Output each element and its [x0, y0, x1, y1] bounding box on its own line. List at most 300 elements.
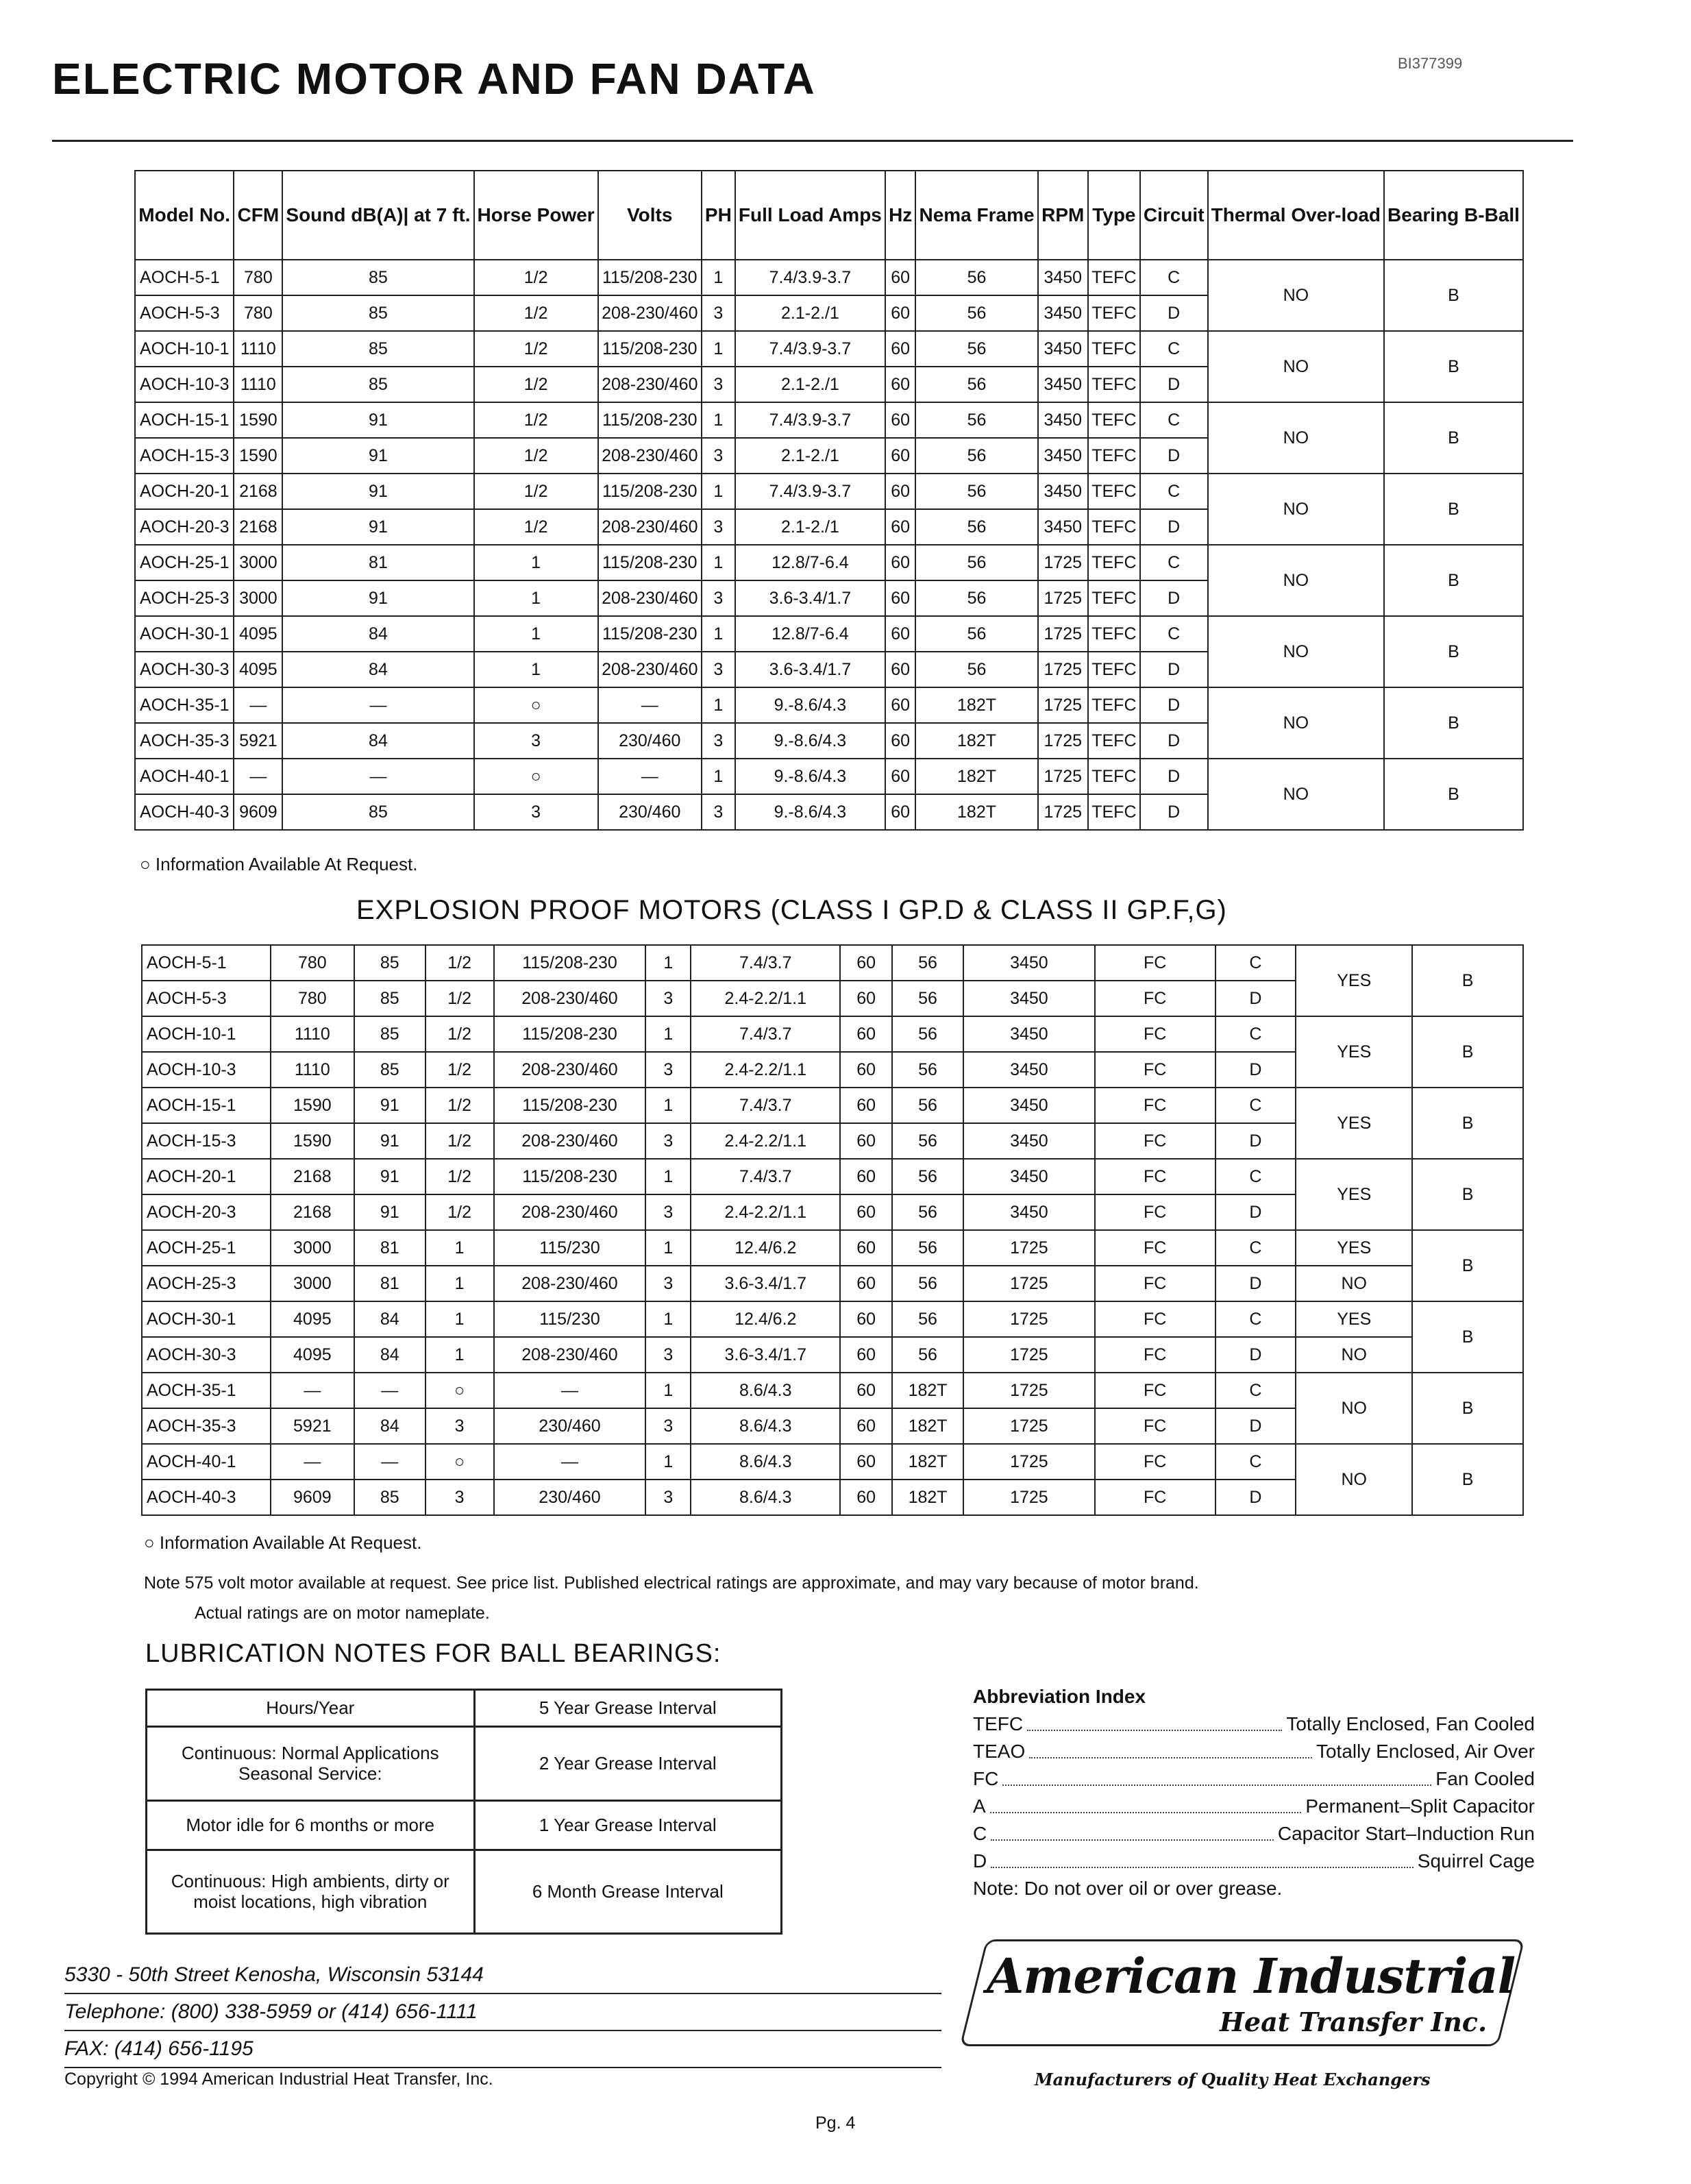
circuit-cell: C — [1140, 545, 1208, 580]
abbr-value: Squirrel Cage — [1417, 1850, 1535, 1872]
volts-cell: 115/208-230 — [494, 1088, 646, 1123]
type-cell: TEFC — [1088, 509, 1140, 545]
frame-cell: 56 — [892, 1301, 963, 1337]
abbr-value: Capacitor Start–Induction Run — [1277, 1823, 1535, 1844]
sound-cell: 85 — [354, 981, 425, 1016]
cfm-cell: 3000 — [271, 1230, 354, 1266]
model-cell: AOCH-5-1 — [142, 945, 271, 981]
thermal-overload-cell: NO — [1208, 331, 1384, 402]
table-row — [135, 402, 1523, 438]
volts-cell: 230/460 — [494, 1480, 646, 1515]
thermal-overload-cell: YES — [1296, 1159, 1412, 1230]
sound-cell: 91 — [282, 402, 473, 438]
bearing-cell: B — [1384, 331, 1523, 402]
frame-cell: 56 — [892, 1194, 963, 1230]
amps-cell: 2.4-2.2/1.1 — [691, 1052, 840, 1088]
lube-interval: 5 Year Grease Interval — [474, 1690, 781, 1727]
model-cell: AOCH-40-1 — [142, 1444, 271, 1480]
phase-cell: 1 — [702, 759, 735, 794]
bearing-cell: B — [1384, 616, 1523, 687]
model-cell: AOCH-5-3 — [142, 981, 271, 1016]
bearing-cell: B — [1412, 1088, 1523, 1159]
column-header: Circuit — [1140, 171, 1208, 260]
table-row — [142, 1088, 1523, 1123]
column-header: Sound dB(A)| at 7 ft. — [282, 171, 473, 260]
rpm-cell: 1725 — [963, 1373, 1095, 1408]
electrical-note — [144, 1568, 1535, 1628]
type-cell: FC — [1095, 1230, 1215, 1266]
rpm-cell: 3450 — [963, 1194, 1095, 1230]
horsepower-cell: 1/2 — [425, 1159, 494, 1194]
explosion-proof-title: EXPLOSION PROOF MOTORS (CLASS I GP.D & CLASS II GP.F,G) — [356, 895, 1227, 925]
rpm-cell: 3450 — [1038, 402, 1088, 438]
amps-cell: 8.6/4.3 — [691, 1444, 840, 1480]
sound-cell: 85 — [282, 295, 473, 331]
cfm-cell: 4095 — [271, 1337, 354, 1373]
hz-cell: 60 — [885, 794, 916, 830]
sound-cell: 85 — [282, 331, 473, 367]
leader-dots — [1002, 1765, 1431, 1786]
table-row — [142, 1444, 1523, 1480]
phase-cell: 1 — [702, 260, 735, 295]
frame-cell: 56 — [892, 1337, 963, 1373]
phase-cell: 3 — [702, 652, 735, 687]
abbreviation-item — [973, 1738, 1535, 1765]
bearing-cell: B — [1384, 759, 1523, 830]
frame-cell: 56 — [892, 1266, 963, 1301]
circuit-cell: D — [1140, 687, 1208, 723]
rpm-cell: 1725 — [1038, 759, 1088, 794]
abbreviation-title: Abbreviation Index — [973, 1686, 1146, 1707]
phase-cell: 3 — [645, 1266, 691, 1301]
circuit-cell: D — [1140, 652, 1208, 687]
frame-cell: 182T — [892, 1444, 963, 1480]
circuit-cell: D — [1140, 723, 1208, 759]
column-header: Model No. — [135, 171, 234, 260]
phase-cell: 3 — [702, 509, 735, 545]
circuit-cell: D — [1215, 1408, 1296, 1444]
hz-cell: 60 — [885, 759, 916, 794]
circuit-cell: C — [1215, 1016, 1296, 1052]
frame-cell: 56 — [892, 1016, 963, 1052]
lube-condition: Continuous: Normal Applications Seasonal Service: — [147, 1727, 475, 1801]
phase-cell: 3 — [645, 1408, 691, 1444]
hz-cell: 60 — [840, 1052, 892, 1088]
horsepower-cell: 1/2 — [425, 1194, 494, 1230]
volts-cell: 230/460 — [598, 794, 702, 830]
sound-cell: 81 — [282, 545, 473, 580]
cfm-cell: 1110 — [234, 367, 282, 402]
cfm-cell: — — [234, 687, 282, 723]
frame-cell: 56 — [892, 1088, 963, 1123]
bearing-cell: B — [1412, 1159, 1523, 1230]
frame-cell: 56 — [892, 1052, 963, 1088]
frame-cell: 182T — [915, 794, 1037, 830]
rpm-cell: 1725 — [1038, 794, 1088, 830]
hz-cell: 60 — [885, 260, 916, 295]
lube-row — [147, 1690, 782, 1727]
model-cell: AOCH-5-3 — [135, 295, 234, 331]
hz-cell: 60 — [885, 687, 916, 723]
rpm-cell: 3450 — [963, 1088, 1095, 1123]
thermal-overload-cell: NO — [1296, 1337, 1412, 1373]
horsepower-cell: 1/2 — [474, 367, 598, 402]
sound-cell: 91 — [282, 438, 473, 474]
phase-cell: 1 — [645, 945, 691, 981]
volts-cell: 208-230/460 — [494, 981, 646, 1016]
volts-cell: 208-230/460 — [598, 438, 702, 474]
phase-cell: 1 — [702, 687, 735, 723]
company-address-block — [64, 1957, 941, 2068]
rpm-cell: 3450 — [1038, 474, 1088, 509]
hz-cell: 60 — [840, 1301, 892, 1337]
volts-cell: 115/208-230 — [494, 1159, 646, 1194]
model-cell: AOCH-5-1 — [135, 260, 234, 295]
type-cell: TEFC — [1088, 367, 1140, 402]
type-cell: TEFC — [1088, 438, 1140, 474]
amps-cell: 12.4/6.2 — [691, 1301, 840, 1337]
amps-cell: 12.8/7-6.4 — [735, 545, 885, 580]
volts-cell: — — [494, 1444, 646, 1480]
street-address: 5330 - 50th Street Kenosha, Wisconsin 53144 — [64, 1957, 941, 1994]
rpm-cell: 1725 — [963, 1301, 1095, 1337]
abbreviation-item — [973, 1710, 1535, 1738]
sound-cell: 91 — [354, 1123, 425, 1159]
volts-cell: 230/460 — [598, 723, 702, 759]
bearing-cell: B — [1384, 545, 1523, 616]
amps-cell: 12.4/6.2 — [691, 1230, 840, 1266]
rpm-cell: 1725 — [963, 1266, 1095, 1301]
amps-cell: 2.1-2./1 — [735, 295, 885, 331]
type-cell: TEFC — [1088, 260, 1140, 295]
volts-cell: 208-230/460 — [494, 1123, 646, 1159]
frame-cell: 182T — [892, 1373, 963, 1408]
cfm-cell: 1590 — [271, 1123, 354, 1159]
volts-cell: 208-230/460 — [598, 367, 702, 402]
sound-cell: 84 — [282, 723, 473, 759]
model-cell: AOCH-25-3 — [142, 1266, 271, 1301]
type-cell: TEFC — [1088, 616, 1140, 652]
type-cell: TEFC — [1088, 545, 1140, 580]
amps-cell: 3.6-3.4/1.7 — [735, 580, 885, 616]
thermal-overload-cell: NO — [1296, 1266, 1412, 1301]
sound-cell: 85 — [282, 794, 473, 830]
bearing-cell: B — [1384, 260, 1523, 331]
amps-cell: 8.6/4.3 — [691, 1480, 840, 1515]
circuit-cell: C — [1215, 1444, 1296, 1480]
copyright: Copyright © 1994 American Industrial Heat Transfer, Inc. — [64, 2070, 493, 2089]
leader-dots — [991, 1848, 1414, 1868]
bearing-cell: B — [1384, 402, 1523, 474]
type-cell: TEFC — [1088, 759, 1140, 794]
model-cell: AOCH-35-3 — [142, 1408, 271, 1444]
amps-cell: 3.6-3.4/1.7 — [691, 1337, 840, 1373]
model-cell: AOCH-20-3 — [135, 509, 234, 545]
horsepower-cell: 1 — [425, 1266, 494, 1301]
lube-condition: Motor idle for 6 months or more — [147, 1801, 475, 1850]
circuit-cell: C — [1215, 1088, 1296, 1123]
sound-cell: 85 — [354, 945, 425, 981]
phase-cell: 3 — [645, 1194, 691, 1230]
cfm-cell: 1590 — [234, 438, 282, 474]
amps-cell: 7.4/3.9-3.7 — [735, 260, 885, 295]
frame-cell: 56 — [915, 331, 1037, 367]
hz-cell: 60 — [840, 1230, 892, 1266]
sound-cell: 91 — [354, 1194, 425, 1230]
thermal-overload-cell: NO — [1208, 474, 1384, 545]
volts-cell: 115/208-230 — [598, 474, 702, 509]
rpm-cell: 1725 — [1038, 652, 1088, 687]
company-tagline: Manufacturers of Quality Heat Exchangers — [1035, 2070, 1431, 2089]
thermal-overload-cell: NO — [1296, 1444, 1412, 1515]
rpm-cell: 1725 — [963, 1337, 1095, 1373]
hz-cell: 60 — [885, 723, 916, 759]
type-cell: FC — [1095, 1444, 1215, 1480]
table-row — [142, 1266, 1523, 1301]
hz-cell: 60 — [885, 331, 916, 367]
sound-cell: 91 — [282, 509, 473, 545]
horsepower-cell: 1/2 — [474, 331, 598, 367]
volts-cell: 115/208-230 — [598, 545, 702, 580]
horsepower-cell: ○ — [425, 1444, 494, 1480]
thermal-overload-cell: NO — [1208, 260, 1384, 331]
sound-cell: 85 — [282, 367, 473, 402]
horsepower-cell: 1 — [425, 1230, 494, 1266]
model-cell: AOCH-30-3 — [142, 1337, 271, 1373]
abbr-key: TEFC — [973, 1713, 1024, 1734]
cfm-cell: 1110 — [271, 1016, 354, 1052]
table-row — [142, 945, 1523, 981]
column-header: Bearing B-Ball — [1384, 171, 1523, 260]
sound-cell: 91 — [354, 1159, 425, 1194]
table-row — [142, 1016, 1523, 1052]
volts-cell: 115/230 — [494, 1230, 646, 1266]
rpm-cell: 3450 — [1038, 295, 1088, 331]
type-cell: TEFC — [1088, 402, 1140, 438]
frame-cell: 56 — [915, 367, 1037, 402]
circuit-cell: D — [1215, 1480, 1296, 1515]
amps-cell: 2.1-2./1 — [735, 438, 885, 474]
column-header: Type — [1088, 171, 1140, 260]
model-cell: AOCH-30-1 — [142, 1301, 271, 1337]
model-cell: AOCH-15-1 — [142, 1088, 271, 1123]
phase-cell: 1 — [702, 474, 735, 509]
thermal-overload-cell: YES — [1296, 1016, 1412, 1088]
lube-condition: Hours/Year — [147, 1690, 475, 1727]
horsepower-cell: 3 — [474, 723, 598, 759]
type-cell: FC — [1095, 1088, 1215, 1123]
bearing-cell: B — [1412, 1301, 1523, 1373]
circuit-cell: D — [1140, 367, 1208, 402]
amps-cell: 2.1-2./1 — [735, 367, 885, 402]
phase-cell: 3 — [645, 981, 691, 1016]
rpm-cell: 1725 — [1038, 580, 1088, 616]
sound-cell: 85 — [354, 1016, 425, 1052]
thermal-overload-cell: NO — [1208, 616, 1384, 687]
hz-cell: 60 — [885, 580, 916, 616]
cfm-cell: 4095 — [271, 1301, 354, 1337]
type-cell: TEFC — [1088, 794, 1140, 830]
circuit-cell: C — [1140, 331, 1208, 367]
circuit-cell: D — [1140, 295, 1208, 331]
rpm-cell: 3450 — [963, 1123, 1095, 1159]
page-title: ELECTRIC MOTOR AND FAN DATA — [52, 54, 816, 103]
cfm-cell: 780 — [234, 295, 282, 331]
frame-cell: 56 — [892, 1230, 963, 1266]
hz-cell: 60 — [840, 1480, 892, 1515]
hz-cell: 60 — [840, 1444, 892, 1480]
motor-data-table — [134, 170, 1524, 831]
circuit-cell: C — [1140, 260, 1208, 295]
lubrication-table — [145, 1689, 782, 1935]
circuit-cell: C — [1215, 945, 1296, 981]
table-row — [142, 1337, 1523, 1373]
table-row — [135, 474, 1523, 509]
cfm-cell: 3000 — [271, 1266, 354, 1301]
amps-cell: 7.4/3.9-3.7 — [735, 474, 885, 509]
type-cell: TEFC — [1088, 687, 1140, 723]
model-cell: AOCH-40-3 — [135, 794, 234, 830]
circuit-cell: D — [1215, 1123, 1296, 1159]
column-header: Nema Frame — [915, 171, 1037, 260]
phase-cell: 1 — [645, 1373, 691, 1408]
amps-cell: 7.4/3.7 — [691, 1016, 840, 1052]
circuit-cell: D — [1140, 794, 1208, 830]
leader-dots — [1029, 1738, 1312, 1758]
horsepower-cell: ○ — [474, 687, 598, 723]
phase-cell: 3 — [702, 438, 735, 474]
cfm-cell: — — [271, 1373, 354, 1408]
cfm-cell: 4095 — [234, 652, 282, 687]
hz-cell: 60 — [885, 295, 916, 331]
model-cell: AOCH-10-1 — [135, 331, 234, 367]
rpm-cell: 3450 — [1038, 367, 1088, 402]
volts-cell: 115/208-230 — [494, 945, 646, 981]
model-cell: AOCH-25-3 — [135, 580, 234, 616]
volts-cell: 115/208-230 — [598, 402, 702, 438]
type-cell: TEFC — [1088, 331, 1140, 367]
rpm-cell: 3450 — [963, 1016, 1095, 1052]
rpm-cell: 3450 — [963, 981, 1095, 1016]
cfm-cell: 3000 — [234, 545, 282, 580]
sound-cell: 84 — [354, 1301, 425, 1337]
amps-cell: 7.4/3.9-3.7 — [735, 402, 885, 438]
phase-cell: 3 — [702, 723, 735, 759]
type-cell: FC — [1095, 1194, 1215, 1230]
frame-cell: 56 — [915, 295, 1037, 331]
bearing-cell: B — [1412, 1373, 1523, 1444]
frame-cell: 56 — [915, 438, 1037, 474]
volts-cell: 208-230/460 — [598, 652, 702, 687]
company-logo — [959, 1939, 1542, 2056]
model-cell: AOCH-25-1 — [135, 545, 234, 580]
phase-cell: 3 — [645, 1337, 691, 1373]
model-cell: AOCH-15-3 — [142, 1123, 271, 1159]
type-cell: TEFC — [1088, 652, 1140, 687]
hz-cell: 60 — [885, 545, 916, 580]
type-cell: FC — [1095, 1337, 1215, 1373]
phase-cell: 3 — [645, 1480, 691, 1515]
abbreviation-item — [973, 1765, 1535, 1793]
hz-cell: 60 — [885, 367, 916, 402]
circuit-cell: C — [1215, 1301, 1296, 1337]
cfm-cell: 1110 — [271, 1052, 354, 1088]
hz-cell: 60 — [840, 1373, 892, 1408]
frame-cell: 56 — [892, 1123, 963, 1159]
leader-dots — [990, 1793, 1302, 1813]
phase-cell: 1 — [702, 616, 735, 652]
sound-cell: 81 — [354, 1230, 425, 1266]
horsepower-cell: 1 — [425, 1337, 494, 1373]
amps-cell: 12.8/7-6.4 — [735, 616, 885, 652]
type-cell: FC — [1095, 1373, 1215, 1408]
abbreviation-index — [973, 1686, 1535, 1902]
sound-cell: 84 — [282, 616, 473, 652]
sound-cell: — — [354, 1373, 425, 1408]
volts-cell: 208-230/460 — [494, 1194, 646, 1230]
hz-cell: 60 — [840, 1337, 892, 1373]
horsepower-cell: 1/2 — [474, 509, 598, 545]
volts-cell: 115/208-230 — [494, 1016, 646, 1052]
thermal-overload-cell: YES — [1296, 1230, 1412, 1266]
sound-cell: — — [282, 687, 473, 723]
column-header: RPM — [1038, 171, 1088, 260]
volts-cell: 115/208-230 — [598, 260, 702, 295]
phase-cell: 1 — [702, 545, 735, 580]
hz-cell: 60 — [840, 1408, 892, 1444]
cfm-cell: 5921 — [234, 723, 282, 759]
rpm-cell: 3450 — [1038, 260, 1088, 295]
model-cell: AOCH-20-3 — [142, 1194, 271, 1230]
circuit-cell: D — [1215, 1337, 1296, 1373]
hz-cell: 60 — [885, 652, 916, 687]
horsepower-cell: 1/2 — [474, 295, 598, 331]
column-header: Volts — [598, 171, 702, 260]
lube-interval: 1 Year Grease Interval — [474, 1801, 781, 1850]
amps-cell: 9.-8.6/4.3 — [735, 794, 885, 830]
rpm-cell: 1725 — [963, 1230, 1095, 1266]
lube-row — [147, 1850, 782, 1934]
table-row — [142, 1159, 1523, 1194]
thermal-overload-cell: YES — [1296, 945, 1412, 1016]
rpm-cell: 3450 — [1038, 331, 1088, 367]
phase-cell: 1 — [645, 1230, 691, 1266]
horsepower-cell: 1 — [474, 545, 598, 580]
sound-cell: 91 — [282, 474, 473, 509]
phase-cell: 1 — [645, 1016, 691, 1052]
circuit-cell: D — [1215, 1266, 1296, 1301]
model-cell: AOCH-35-1 — [135, 687, 234, 723]
type-cell: FC — [1095, 1408, 1215, 1444]
frame-cell: 182T — [915, 687, 1037, 723]
volts-cell: 208-230/460 — [494, 1266, 646, 1301]
explosion-table-footnote: ○ Information Available At Request. — [144, 1532, 422, 1553]
type-cell: TEFC — [1088, 723, 1140, 759]
circuit-cell: D — [1140, 438, 1208, 474]
motor-table-footnote: ○ Information Available At Request. — [140, 854, 418, 874]
frame-cell: 56 — [915, 616, 1037, 652]
amps-cell: 8.6/4.3 — [691, 1373, 840, 1408]
horsepower-cell: 1/2 — [474, 402, 598, 438]
table-row — [135, 616, 1523, 652]
amps-cell: 7.4/3.9-3.7 — [735, 331, 885, 367]
model-cell: AOCH-35-3 — [135, 723, 234, 759]
amps-cell: 9.-8.6/4.3 — [735, 759, 885, 794]
cfm-cell: — — [271, 1444, 354, 1480]
horsepower-cell: 1 — [474, 580, 598, 616]
abbr-value: Totally Enclosed, Fan Cooled — [1286, 1713, 1535, 1734]
lube-condition: Continuous: High ambients, dirty or moist locations, high vibration — [147, 1850, 475, 1934]
